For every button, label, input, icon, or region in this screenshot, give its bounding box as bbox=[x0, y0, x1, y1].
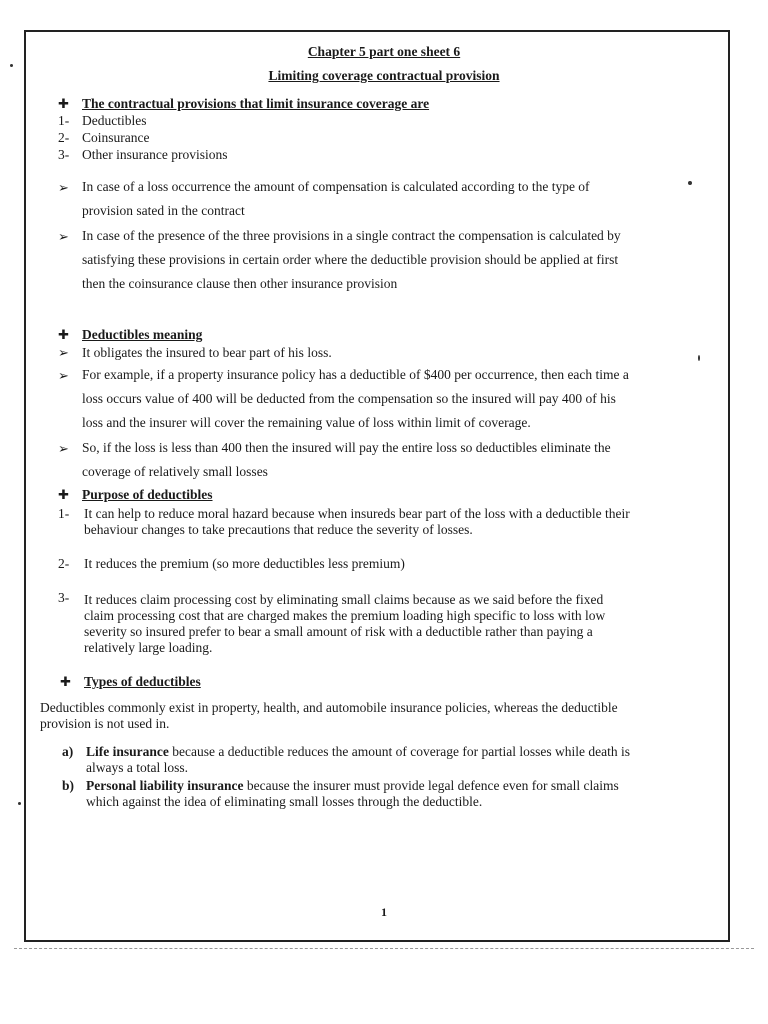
list-number: 3- bbox=[58, 147, 70, 162]
text-line: coverage of relatively small losses bbox=[82, 464, 268, 479]
arrow-bullet-icon: ➢ bbox=[58, 229, 69, 244]
text-segment: because the insurer must provide legal defence even for small claims bbox=[243, 778, 619, 793]
text-line: then the coinsurance clause then other insurance provision bbox=[82, 276, 398, 291]
bullet-paragraph: It obligates the insured to bear part of his loss. bbox=[82, 345, 332, 360]
page-title: Chapter 5 part one sheet 6 bbox=[307, 44, 461, 59]
text-line: severity so insured prefer to bear a small amount of risk with a deductible rather than paying a bbox=[84, 624, 593, 639]
arrow-bullet-icon: ➢ bbox=[58, 441, 69, 456]
list-item: Coinsurance bbox=[82, 130, 150, 145]
list-label: a) bbox=[62, 744, 74, 759]
text-line: For example, if a property insurance policy has a deductible of $400 per occurrence, then each time a bbox=[82, 367, 629, 382]
scan-speck bbox=[18, 802, 21, 805]
text-line: It reduces claim processing cost by eliminating small claims because as we said before the fixed bbox=[84, 592, 604, 607]
list-item bbox=[86, 744, 630, 776]
text-line: So, if the loss is less than 400 then the insured will pay the entire loss so deductibles eliminate the bbox=[82, 440, 611, 455]
text-line: relatively large loading. bbox=[84, 640, 213, 655]
text-line: which against the idea of eliminating small losses through the deductible. bbox=[86, 794, 483, 809]
list-item bbox=[84, 506, 630, 538]
bold-term: Personal liability insurance bbox=[86, 778, 244, 793]
text-line: loss and the insurer will cover the remaining value of loss within limit of coverage. bbox=[82, 415, 531, 430]
arrow-bullet-icon: ➢ bbox=[58, 345, 69, 360]
scan-speck bbox=[698, 355, 700, 361]
page-number: 1 bbox=[381, 905, 387, 919]
scan-edge bbox=[14, 948, 754, 955]
list-item: It reduces the premium (so more deductibles less premium) bbox=[84, 556, 405, 571]
text-line: behaviour changes to take precautions that reduce the severity of losses. bbox=[84, 522, 473, 537]
list-item: Other insurance provisions bbox=[82, 147, 228, 162]
list-number: 3- bbox=[58, 590, 70, 605]
list-number: 1- bbox=[58, 506, 70, 521]
bullet-paragraph bbox=[82, 436, 611, 484]
text-line: provision sated in the contract bbox=[82, 203, 245, 218]
plus-arrow-icon: ✚ bbox=[60, 674, 71, 689]
bullet-paragraph bbox=[82, 363, 629, 435]
list-number: 2- bbox=[58, 556, 70, 571]
bullet-paragraph bbox=[82, 224, 621, 296]
text-line: loss occurs value of 400 will be deducted from the compensation so the insured will pay 400 of his bbox=[82, 391, 616, 406]
list-number: 2- bbox=[58, 130, 70, 145]
arrow-bullet-icon: ➢ bbox=[58, 180, 69, 195]
text-line: It can help to reduce moral hazard because when insureds bear part of the loss with a deductible their bbox=[84, 506, 630, 521]
list-item bbox=[86, 778, 619, 810]
scan-speck bbox=[10, 64, 13, 67]
list-item bbox=[84, 592, 605, 656]
list-label: b) bbox=[62, 778, 75, 793]
plus-arrow-icon: ✚ bbox=[58, 327, 69, 342]
plus-arrow-icon: ✚ bbox=[58, 96, 69, 111]
text-line: In case of a loss occurrence the amount of compensation is calculated according to the type of bbox=[82, 179, 590, 194]
text-line: provision is not used in. bbox=[40, 716, 170, 731]
list-item: Deductibles bbox=[82, 113, 147, 128]
bold-term: Life insurance bbox=[86, 744, 169, 759]
scan-speck bbox=[688, 181, 692, 185]
section-heading-deductibles-meaning: Deductibles meaning bbox=[82, 327, 203, 342]
text-line: In case of the presence of the three provisions in a single contract the compensation is calculated by bbox=[82, 228, 621, 243]
arrow-bullet-icon: ➢ bbox=[58, 368, 69, 383]
page-subtitle: Limiting coverage contractual provision bbox=[268, 68, 500, 83]
plus-arrow-icon: ✚ bbox=[58, 487, 69, 502]
section-heading-purpose: Purpose of deductibles bbox=[82, 487, 213, 502]
text-segment: because a deductible reduces the amount of coverage for partial losses while death is bbox=[168, 744, 630, 759]
text-line: claim processing cost that are charged makes the premium loading high specific to loss with low bbox=[84, 608, 606, 623]
text-line: Deductibles commonly exist in property, health, and automobile insurance policies, whereas the deductible bbox=[40, 700, 618, 715]
intro-paragraph bbox=[40, 700, 618, 732]
bullet-paragraph bbox=[82, 175, 590, 223]
section-heading-provisions: The contractual provisions that limit insurance coverage are bbox=[82, 96, 430, 111]
list-number: 1- bbox=[58, 113, 70, 128]
text-line: satisfying these provisions in certain order where the deductible provision should be applied at first bbox=[82, 252, 619, 267]
section-heading-types: Types of deductibles bbox=[84, 674, 201, 689]
text-line bbox=[86, 744, 630, 760]
text-line: always a total loss. bbox=[86, 760, 188, 775]
text-line bbox=[86, 778, 619, 794]
